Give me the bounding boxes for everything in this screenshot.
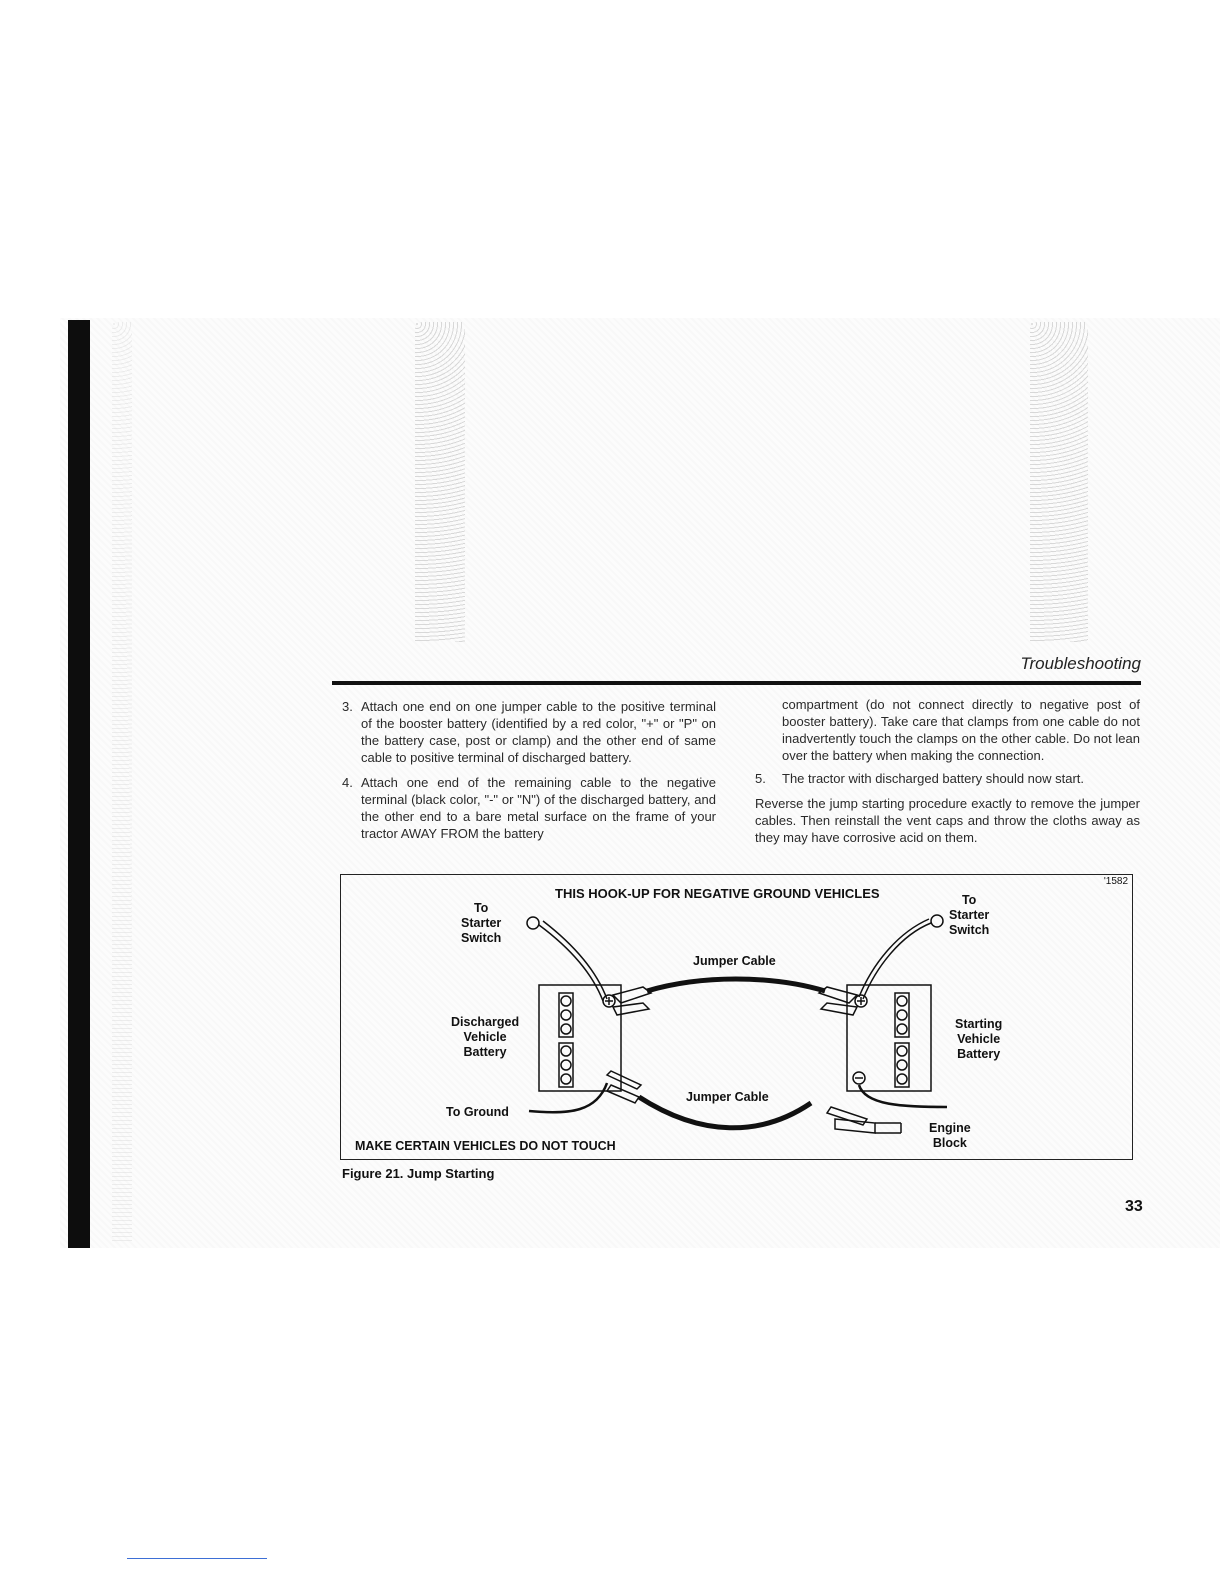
footer-link-rule xyxy=(127,1558,267,1559)
scan-texture xyxy=(112,322,132,1242)
paragraph: Reverse the jump starting procedure exactly to remove the jumper cables. Then reinstall the vent caps and throw the cloths away as they may have corrosive acid on them. xyxy=(755,796,1140,845)
figure-heading: THIS HOOK-UP FOR NEGATIVE GROUND VEHICLES xyxy=(555,886,880,901)
scan-texture xyxy=(415,322,465,642)
clamp-icon xyxy=(613,987,651,1003)
starter-switch-icon xyxy=(931,915,943,927)
label-jumper-cable-top: Jumper Cable xyxy=(693,954,776,968)
starter-switch-icon xyxy=(527,917,539,929)
label-jumper-cable-bottom: Jumper Cable xyxy=(686,1090,769,1104)
list-item xyxy=(342,774,716,842)
warning-text: MAKE CERTAIN VEHICLES DO NOT TOUCH xyxy=(355,1139,616,1153)
right-column xyxy=(755,696,1140,846)
continued-text: compartment (do not connect directly to negative post of booster battery). Take care that clamps from one cable do not inadvertently touch the clamps on the other cable. Do not lean over the battery when making the connection. xyxy=(782,697,1140,763)
clamp-icon xyxy=(607,1071,641,1089)
engine-block-lead xyxy=(859,1085,947,1107)
label-discharged-battery: Discharged Vehicle Battery xyxy=(451,1015,520,1059)
item-text: The tractor with discharged battery should now start. xyxy=(782,771,1085,786)
clamp-icon xyxy=(835,1119,875,1133)
label-to-ground: To Ground xyxy=(446,1105,509,1119)
label-to-starter-right: To Starter Switch xyxy=(949,893,990,937)
clamp-icon xyxy=(821,1003,857,1015)
binding-edge xyxy=(68,320,90,1248)
item-number: 3. xyxy=(342,699,353,714)
figure-ref: '1582 xyxy=(1103,876,1128,887)
jump-start-figure xyxy=(340,874,1133,1160)
section-title: Troubleshooting xyxy=(1020,654,1141,673)
jumper-cable-positive xyxy=(647,979,825,991)
header-rule xyxy=(332,681,1141,685)
page-number: 33 xyxy=(1125,1198,1143,1215)
label-engine-block: Engine Block xyxy=(929,1121,971,1150)
left-column xyxy=(342,698,716,850)
list-item xyxy=(342,698,716,766)
label-to-starter-left: To Starter Switch xyxy=(461,901,502,945)
clamp-icon xyxy=(613,1003,649,1015)
figure-caption: Figure 21. Jump Starting xyxy=(342,1166,495,1181)
scan-texture xyxy=(1030,322,1088,642)
item-text: Attach one end on one jumper cable to the positive terminal of the booster battery (identified by a red color, "+" or "P" on the battery case, post or clamp) and the other end of same cable to positive terminal of discharged battery. xyxy=(361,699,716,765)
item-number: 5. xyxy=(755,771,766,786)
label-starting-battery: Starting Vehicle Battery xyxy=(955,1017,1003,1061)
item-number: 4. xyxy=(342,775,353,790)
list-item xyxy=(755,770,1140,787)
item-text: Attach one end of the remaining cable to the negative terminal (black color, "-" or "N") of the discharged battery, and the other end to a bare metal surface on the frame of your tractor AWAY FROM the battery xyxy=(361,775,716,841)
